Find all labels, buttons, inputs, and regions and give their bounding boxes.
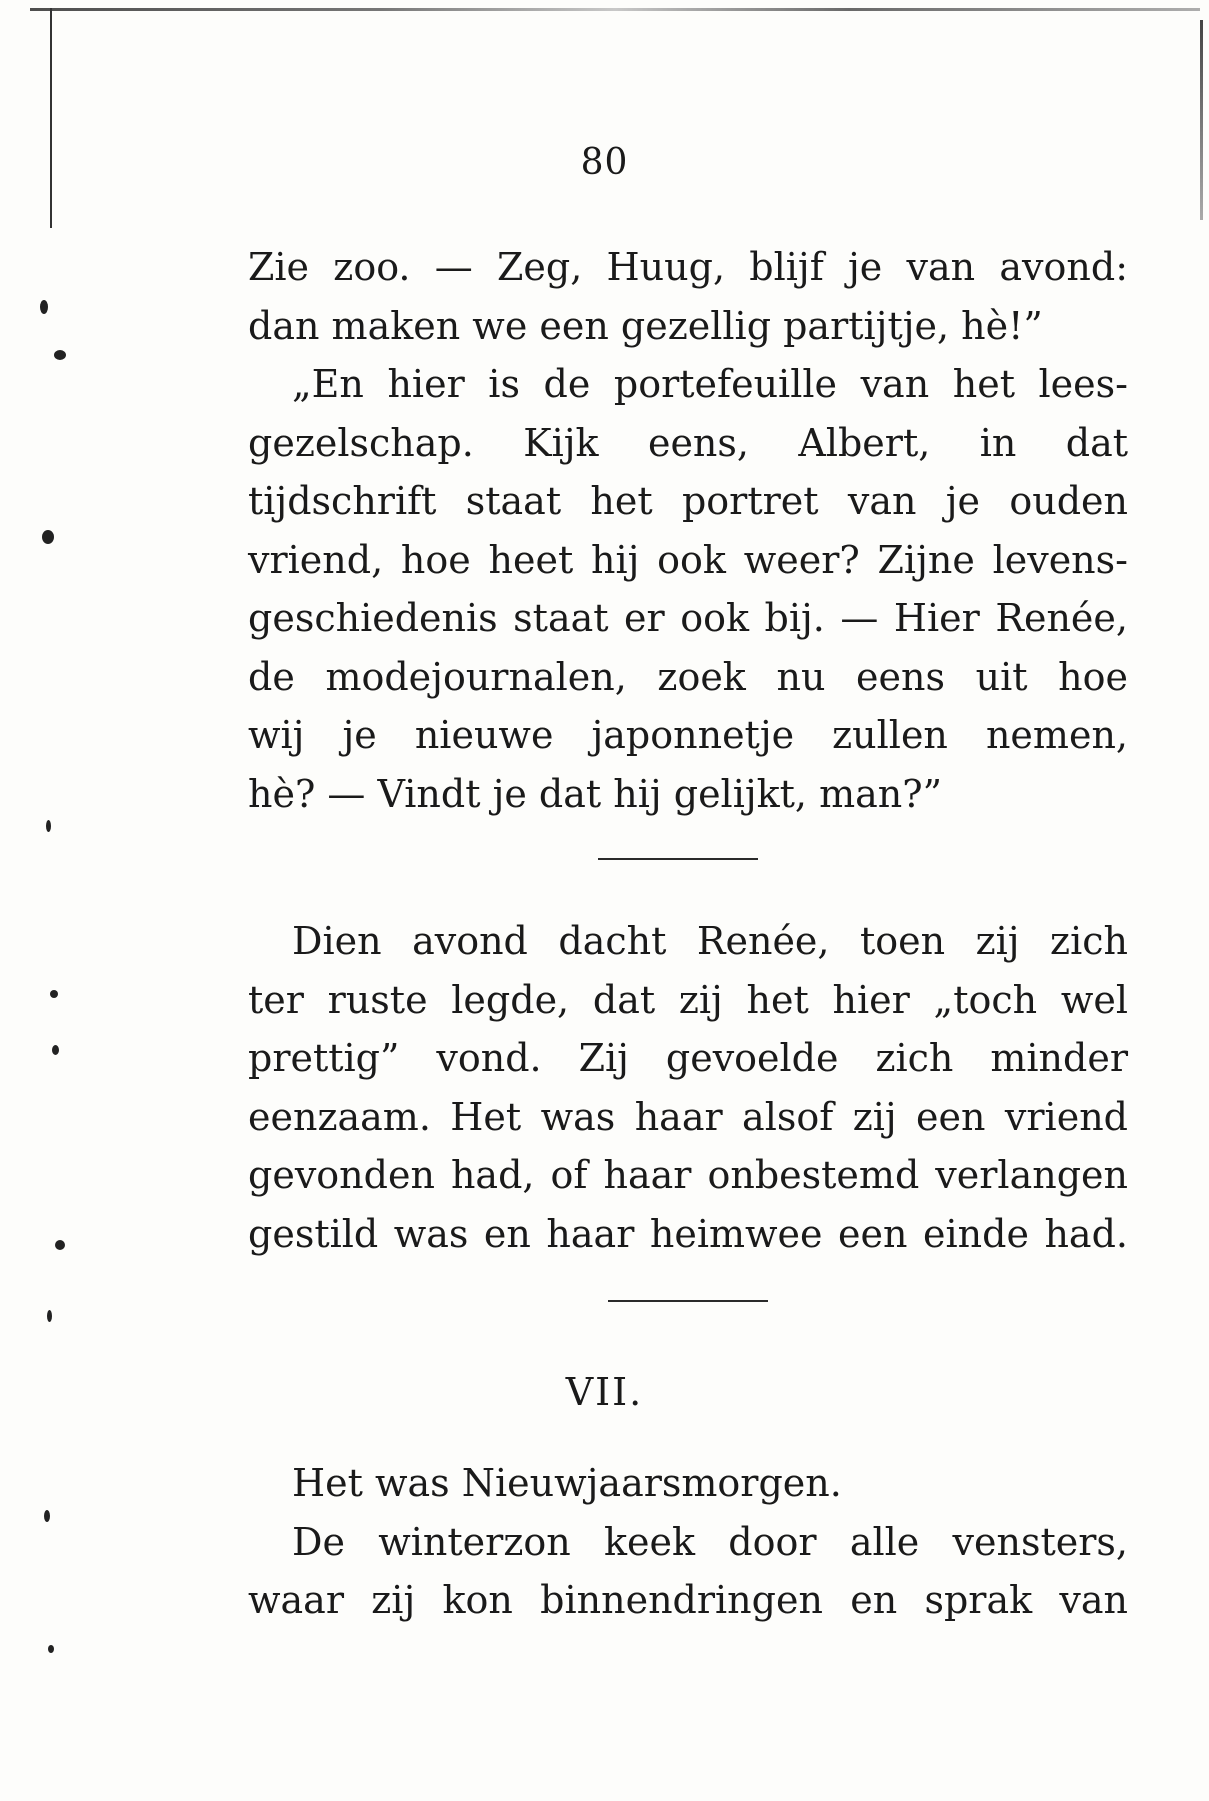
text-line: vriend, hoe heet hij ook weer? Zijne levens- [248, 537, 1128, 582]
scan-speck [54, 350, 66, 360]
text-line: gestild was en haar heimwee een einde had. [248, 1211, 1128, 1256]
text-line: gezelschap. Kijk eens, Albert, in dat [248, 420, 1128, 465]
page-number: 80 [580, 142, 629, 183]
text-line: gevonden had, of haar onbestemd verlangen [248, 1153, 1128, 1197]
chapter-heading: VII. [565, 1370, 644, 1414]
text-line: hè? — Vindt je dat hij gelijkt, man?” [248, 771, 943, 816]
scan-speck [55, 1240, 65, 1250]
text-line: geschiedenis staat er ook bij. — Hier Renée, [248, 596, 1128, 640]
text-line: prettig” vond. Zij gevoelde zich minder [248, 1036, 1128, 1080]
scan-speck [46, 820, 51, 832]
scan-speck [50, 990, 58, 998]
text-line: Het was Nieuwjaarsmorgen. [292, 1461, 842, 1505]
scan-edge-right [1200, 20, 1203, 220]
text-line: dan maken we een gezellig partijtje, hè!” [248, 303, 1043, 348]
paragraph-block-1 [248, 238, 1128, 823]
text-line: de modejournalen, zoek nu eens uit hoe [248, 654, 1128, 699]
scan-speck [42, 530, 54, 544]
text-line: eenzaam. Het was haar alsof zij een vriend [248, 1094, 1128, 1139]
scan-edge-top [30, 8, 1200, 11]
scan-speck [52, 1045, 59, 1055]
text-line: Dien avond dacht Renée, toen zij zich [292, 919, 1128, 963]
text-line: wij je nieuwe japonnetje zullen nemen, [248, 713, 1128, 757]
text-line: Zie zoo. — Zeg, Huug, blijf je van avond: [248, 245, 1128, 289]
scan-speck [40, 300, 48, 314]
scan-speck [48, 1645, 54, 1653]
scan-speck [44, 1510, 50, 1522]
scan-edge-left [50, 8, 52, 228]
scan-speck [47, 1310, 52, 1322]
text-line: „En hier is de portefeuille van het lees- [292, 362, 1128, 406]
text-line: De winterzon keek door alle vensters, [292, 1519, 1128, 1564]
text-line: tijdschrift staat het portret van je ouden [248, 479, 1128, 523]
section-divider [598, 858, 758, 860]
text-line: ter ruste legde, dat zij het hier „toch wel [248, 977, 1128, 1022]
paragraph-block-2 [248, 912, 1128, 1263]
paragraph-block-3 [248, 1454, 1128, 1630]
section-divider [608, 1300, 768, 1302]
text-line: waar zij kon binnendringen en sprak van [248, 1578, 1128, 1622]
